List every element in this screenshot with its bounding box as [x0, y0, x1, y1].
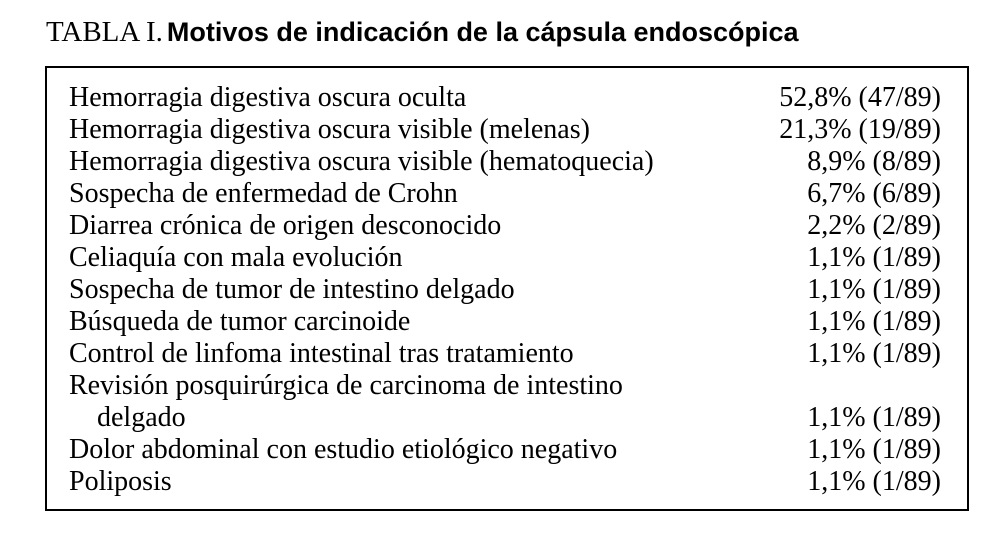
table-row	[69, 434, 945, 466]
row-value: 1,1% (1/89)	[807, 338, 941, 369]
row-value: 2,2% (2/89)	[807, 210, 941, 241]
table-row	[69, 146, 945, 178]
table-row	[69, 82, 945, 114]
table-row	[69, 178, 945, 210]
row-value: 1,1% (1/89)	[807, 242, 941, 273]
table-row	[69, 210, 945, 242]
row-value: 1,1% (1/89)	[807, 274, 941, 305]
row-label-continuation: delgado	[97, 402, 186, 433]
row-label: Diarrea crónica de origen desconocido	[69, 210, 502, 241]
table-title	[46, 14, 799, 55]
row-value: 8,9% (8/89)	[807, 146, 941, 177]
indications-table	[45, 66, 969, 511]
row-label: Hemorragia digestiva oscura oculta	[69, 82, 467, 113]
row-label: Celiaquía con mala evolución	[69, 242, 403, 273]
row-value: 21,3% (19/89)	[779, 114, 941, 145]
row-label: Dolor abdominal con estudio etiológico negativo	[69, 434, 618, 465]
row-label: Control de linfoma intestinal tras tratamiento	[69, 338, 574, 369]
row-value: 6,7% (6/89)	[807, 178, 941, 209]
table-row	[69, 242, 945, 274]
row-label: Sospecha de enfermedad de Crohn	[69, 178, 458, 209]
table-row	[69, 466, 945, 498]
table-rows	[69, 82, 945, 498]
row-label: Revisión posquirúrgica de carcinoma de intestino	[69, 370, 623, 401]
table-row	[69, 274, 945, 306]
table-row	[69, 370, 945, 434]
row-label: Hemorragia digestiva oscura visible (hematoquecia)	[69, 146, 654, 177]
table-row	[69, 306, 945, 338]
table-number: TABLA I.	[46, 16, 163, 48]
row-value: 1,1% (1/89)	[807, 434, 941, 465]
table-caption: Motivos de indicación de la cápsula endoscópica	[166, 17, 799, 47]
row-value: 1,1% (1/89)	[807, 466, 941, 497]
table-row	[69, 114, 945, 146]
row-value: 52,8% (47/89)	[779, 82, 941, 113]
row-label: Poliposis	[69, 466, 172, 497]
table-row	[69, 338, 945, 370]
row-value: 1,1% (1/89)	[807, 306, 941, 337]
row-value: 1,1% (1/89)	[807, 402, 941, 433]
row-label: Hemorragia digestiva oscura visible (melenas)	[69, 114, 590, 145]
row-label: Búsqueda de tumor carcinoide	[69, 306, 411, 337]
row-label: Sospecha de tumor de intestino delgado	[69, 274, 515, 305]
